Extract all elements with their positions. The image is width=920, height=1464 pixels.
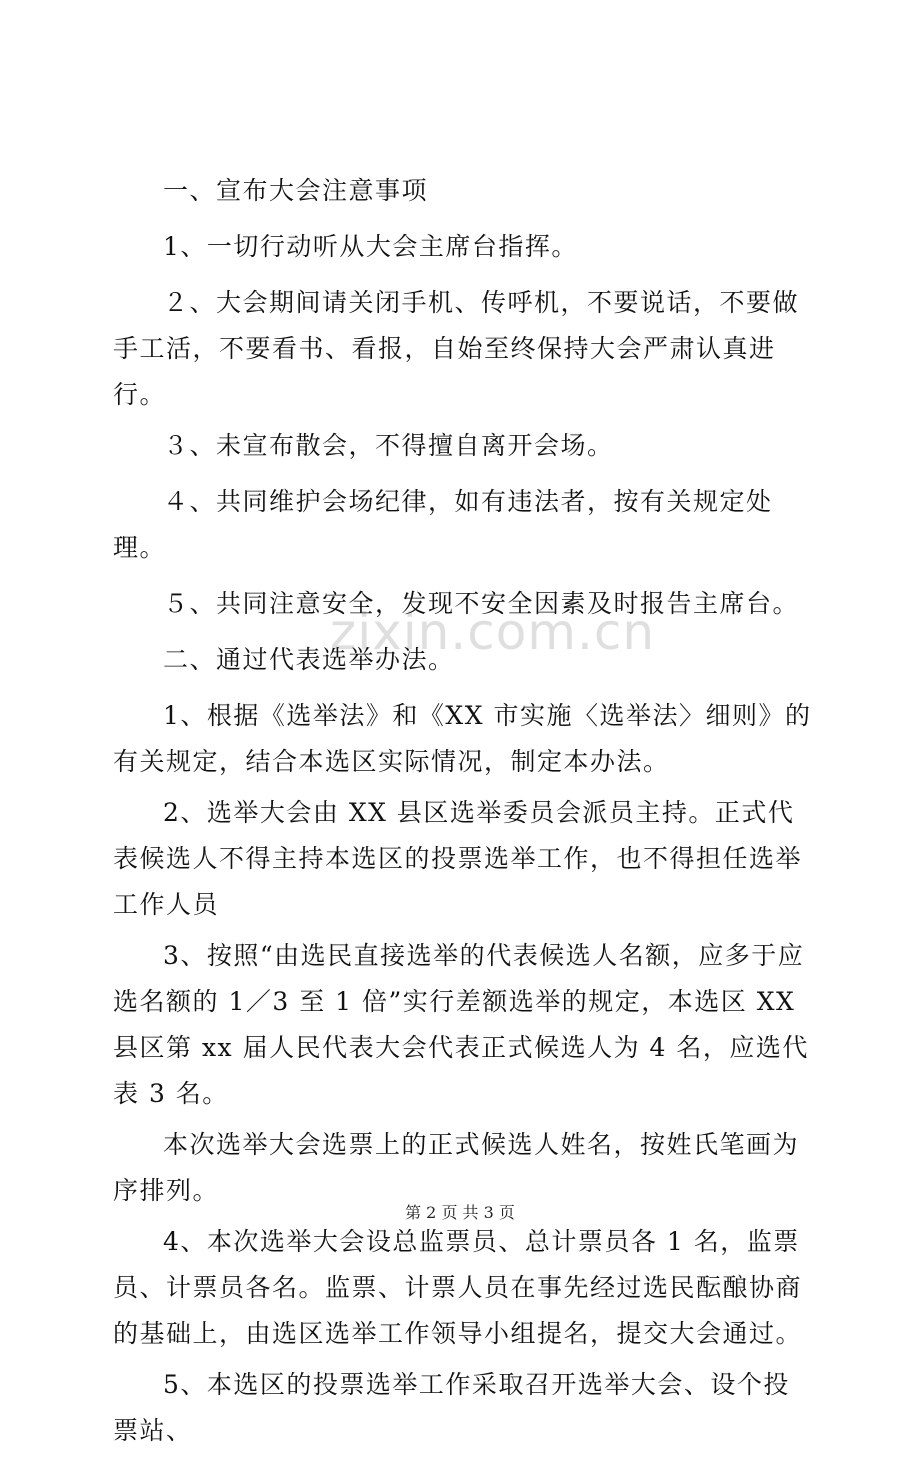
section-heading-1: 一、宣布大会注意事项 [163,176,429,205]
rule-item-1: 1、一切行动听从大会主席台指挥。 [163,232,578,261]
ballot-order-note: 本次选举大会选票上的正式候选人姓名，按姓氏笔画为序排列。 [113,1130,800,1205]
document-body [113,168,813,1464]
rule-item-4: ４、共同维护会场纪律，如有违法者，按有关规定处理。 [113,487,773,562]
rule-item-3: ３、未宣布散会，不得擅自离开会场。 [163,431,614,460]
method-item-2: 2、选举大会由 XX 县区选举委员会派员主持。正式代表候选人不得主持本选区的投票选举工作，也不得担任选举工作人员 [113,798,803,919]
watermark: zixin.com.cn [330,603,656,661]
rule-item-2: ２、大会期间请关闭手机、传呼机，不要说话，不要做手工活，不要看书、看报，自始至终保持大会严肃认真进行。 [113,288,800,409]
method-item-4: 4、本次选举大会设总监票员、总计票员各 1 名，监票员、计票员各名。监票、计票人员在事先经过选民酝酿协商的基础上，由选区选举工作领导小组提名，提交大会通过。 [113,1227,803,1348]
page-footer: 第 2 页 共 3 页 [405,1203,515,1222]
section-heading-2: 二、通过代表选举办法。 [163,645,455,674]
method-item-1: 1、根据《选举法》和《XX 市实施〈选举法〉细则》的有关规定，结合本选区实际情况，制定本办法。 [113,701,812,776]
method-item-5: 5、本选区的投票选举工作采取召开选举大会、设个投票站、 [113,1370,790,1445]
method-item-3: 3、按照“由选民直接选举的代表候选人名额，应多于应选名额的 1／3 至 1 倍”实行差额选举的规定，本选区 XX 县区第 xx 届人民代表大会代表正式候选人为 4 名，应选代表 3 名。 [113,941,809,1108]
rule-item-5: ５、共同注意安全，发现不安全因素及时报告主席台。 [163,589,800,618]
